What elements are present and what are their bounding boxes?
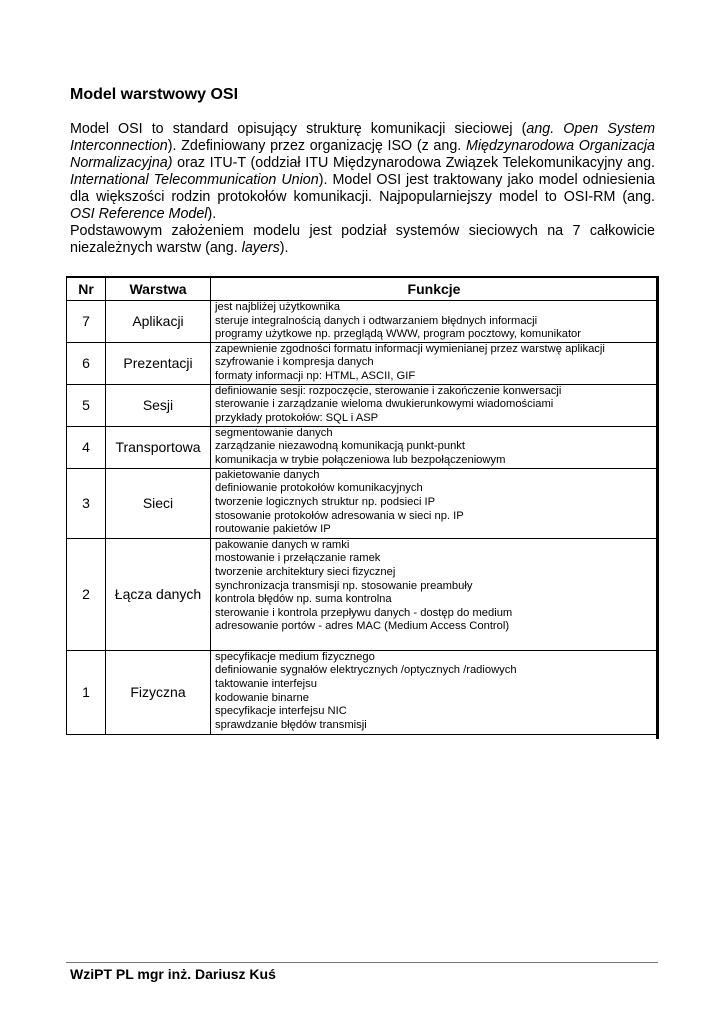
layer-functions (211, 468, 658, 538)
layer-functions (211, 301, 658, 343)
table-row (67, 468, 658, 538)
function-item: sterowanie i zarządzanie wieloma dwukierunkowymi wiadomościami (215, 398, 554, 411)
table-body (67, 301, 658, 735)
function-item: programy użytkowe np. przeglądą WWW, program pocztowy, komunikator (215, 328, 582, 341)
layer-functions (211, 342, 658, 384)
function-item: definiowanie sygnałów elektrycznych /optycznych /radiowych (215, 664, 517, 677)
table-header-row (67, 277, 658, 301)
intro-paragraph-1: Model OSI to standard opisujący strukturę komunikacji sieciowej (ang. Open System Interconnection). Zdefiniowany przez organizację ISO (z ang. Międzynarodowa Organizacja Normalizacyjna) oraz ITU-T (oddział ITU Międzynarodowa Związek Telekomunikacyjny ang. International Telecommunication Union). Model OSI jest traktowany jako model odniesienia dla większości rodzin protokołów komunikacji. Najpopularniejszy model to OSI-RM (ang. OSI Reference Model). (70, 121, 655, 222)
function-item: adresowanie portów - adres MAC (Medium Access Control) (215, 620, 510, 633)
table-row (67, 342, 658, 384)
function-item: pakietowanie danych (215, 468, 320, 481)
layer-number: 1 (67, 650, 106, 734)
layer-number: 2 (67, 538, 106, 650)
page-title: Model warstwowy OSI (70, 86, 239, 103)
function-item: jest najbliżej użytkownika (215, 301, 340, 313)
function-item: komunikacja w trybie połączeniowa lub bezpołączeniowym (215, 453, 506, 466)
function-item: mostowanie i przełączanie ramek (215, 552, 381, 565)
function-item: definiowanie protokołów komunikacyjnych (215, 482, 423, 495)
table-row (67, 301, 658, 343)
layer-number: 6 (67, 342, 106, 384)
layer-number: 3 (67, 468, 106, 538)
function-item: synchronizacja transmisji np. stosowanie preambuły (215, 579, 473, 592)
function-item: zarządzanie niezawodną komunikacją punkt-punkt (215, 440, 466, 453)
intro-text (70, 121, 655, 257)
table-row (67, 538, 658, 650)
header-nr: Nr (67, 277, 106, 301)
footer-divider (66, 962, 658, 963)
osi-layers-table (66, 276, 658, 735)
layer-name: Fizyczna (106, 650, 211, 734)
header-layer: Warstwa (106, 277, 211, 301)
footer-author: WziPT PL mgr inż. Dariusz Kuś (70, 966, 276, 982)
layer-functions (211, 650, 658, 734)
function-item: tworzenie architektury sieci fizycznej (215, 565, 396, 578)
function-item: formaty informacji np: HTML, ASCII, GIF (215, 369, 416, 382)
layer-number: 5 (67, 384, 106, 426)
table-row (67, 426, 658, 468)
function-item: definiowanie sesji: rozpoczęcie, sterowanie i zakończenie konwersacji (215, 384, 562, 397)
function-item: zapewnienie zgodności formatu informacji wymienianej przez warstwę aplikacji (215, 342, 605, 355)
function-item: stosowanie protokołów adresowania w sieci np. IP (215, 509, 464, 522)
layer-functions (211, 426, 658, 468)
function-item: kontrola błędów np. suma kontrolna (215, 593, 392, 606)
function-item: tworzenie logicznych struktur np. podsieci IP (215, 495, 436, 508)
layer-number: 4 (67, 426, 106, 468)
intro-paragraph-2: Podstawowym założeniem modelu jest podział systemów sieciowych na 7 całkowicie niezależnych warstw (ang. layers). (70, 223, 655, 256)
function-item: pakowanie danych w ramki (215, 538, 350, 551)
layer-name: Prezentacji (106, 342, 211, 384)
function-item: szyfrowanie i kompresja danych (215, 356, 374, 369)
layer-functions (211, 384, 658, 426)
table-shadow (656, 276, 659, 739)
function-item: przykłady protokołów: SQL i ASP (215, 411, 379, 424)
function-item: segmentowanie danych (215, 426, 333, 439)
layer-functions (211, 538, 658, 650)
function-item: steruje integralnością danych i odtwarzaniem błędnych informacji (215, 314, 538, 327)
function-item: routowanie pakietów IP (215, 523, 331, 536)
table-row (67, 384, 658, 426)
function-item: specyfikacje medium fizycznego (215, 650, 375, 663)
layer-name: Łącza danych (106, 538, 211, 650)
layer-name: Transportowa (106, 426, 211, 468)
layer-name: Aplikacji (106, 301, 211, 343)
layer-name: Sieci (106, 468, 211, 538)
function-item: sterowanie i kontrola przepływu danych - dostęp do medium (215, 606, 513, 619)
layer-number: 7 (67, 301, 106, 343)
function-item: sprawdzanie błędów transmisji (215, 718, 367, 731)
function-item: specyfikacje interfejsu NIC (215, 705, 347, 718)
function-item: kodowanie binarne (215, 691, 309, 704)
header-functions: Funkcje (211, 277, 658, 301)
function-item: taktowanie interfejsu (215, 677, 317, 690)
layer-name: Sesji (106, 384, 211, 426)
table-row (67, 650, 658, 734)
